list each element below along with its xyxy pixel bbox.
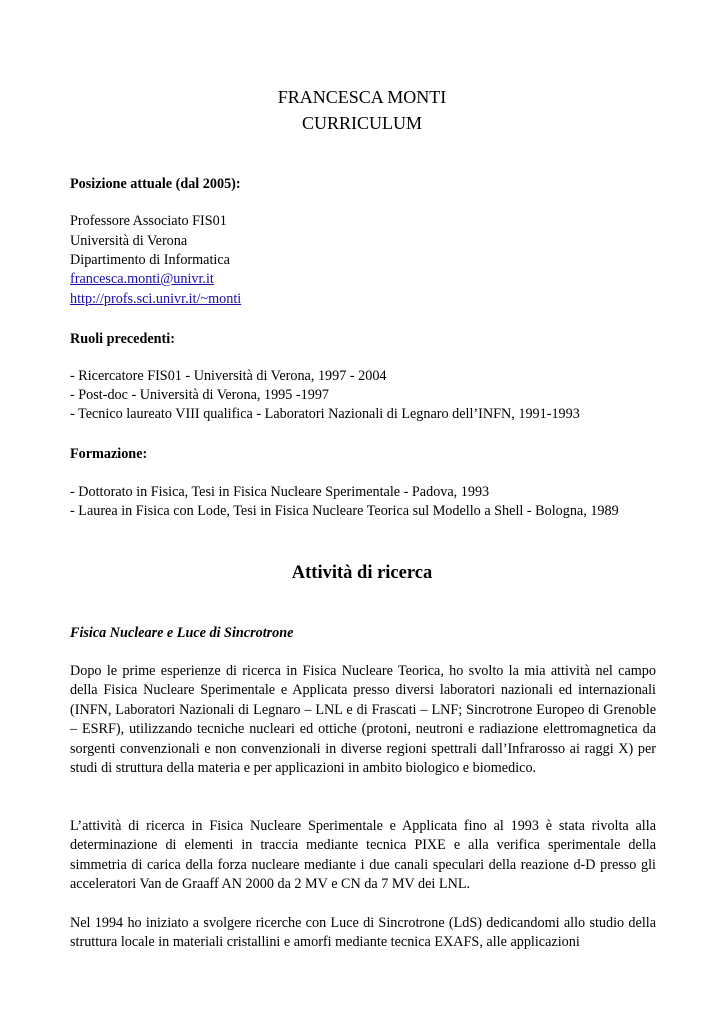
research-heading: Attività di ricerca (291, 563, 433, 583)
email-link[interactable]: francesca.monti@univr.it (70, 271, 214, 287)
research-subheading: Fisica Nucleare e Luce di Sincrotrone (70, 625, 294, 641)
website-link[interactable]: http://profs.sci.univr.it/~monti (70, 291, 242, 307)
research-paragraph: Nel 1994 ho iniziato a svolgere ricerche con Luce di Sincrotrone (LdS) dedicandomi allo studio della struttura locale in materiali cristallini e amorfi mediante tecnica EXAFS, alle applicazioni (70, 915, 656, 951)
education-item: - Laurea in Fisica con Lode, Tesi in Fisica Nucleare Teorica sul Modello a Shell - Bologna, 1989 (70, 503, 619, 519)
document-title: CURRICULUM (301, 113, 422, 133)
education-item: - Dottorato in Fisica, Tesi in Fisica Nucleare Sperimentale - Padova, 1993 (70, 484, 490, 500)
current-position-heading: Posizione attuale (dal 2005): (70, 176, 241, 192)
research-paragraph: Dopo le prime esperienze di ricerca in Fisica Nucleare Teorica, ho svolto la mia attività nel campo della Fisica Nucleare Sperimentale e Applicata presso diversi laboratori nazionali ed internazionali (INFN, Laboratori Nazionali di Legnaro – LNL e di Frascati – LNF; Sincrotrone Europeo di Grenoble – ESRF), utilizzando tecniche nucleari ed ottiche (protoni, neutroni e radiazione elettromagnetica da sorgenti convenzionali e non convenzionali in diverse regioni spettrali dall’Infrarosso ai raggi X) per studi di struttura della materia e per applicazioni in ambito biologico e biomedico. (70, 663, 656, 777)
role-item: - Ricercatore FIS01 - Università di Verona, 1997 - 2004 (70, 368, 387, 384)
position-line: Professore Associato FIS01 (70, 213, 227, 229)
role-item: - Post-doc - Università di Verona, 1995 -1997 (70, 387, 330, 403)
position-line: Università di Verona (70, 233, 188, 249)
author-name: FRANCESCA MONTI (277, 87, 447, 107)
role-item: - Tecnico laureato VIII qualifica - Laboratori Nazionali di Legnaro dell’INFN, 1991-1993 (70, 406, 580, 422)
research-paragraph: L’attività di ricerca in Fisica Nucleare Sperimentale e Applicata fino al 1993 è stata rivolta alla determinazione di elementi in traccia mediante tecnica PIXE e alla verifica sperimentale della simmetria di carica della forza nucleare mediante i due canali speculari della reazione d-D presso gli acceleratori Van de Graaff AN 2000 da 2 MV e CN da 7 MV dei LNL. (70, 818, 656, 893)
education-heading: Formazione: (70, 446, 148, 462)
position-line: Dipartimento di Informatica (70, 252, 230, 268)
previous-roles-heading: Ruoli precedenti: (70, 331, 175, 347)
